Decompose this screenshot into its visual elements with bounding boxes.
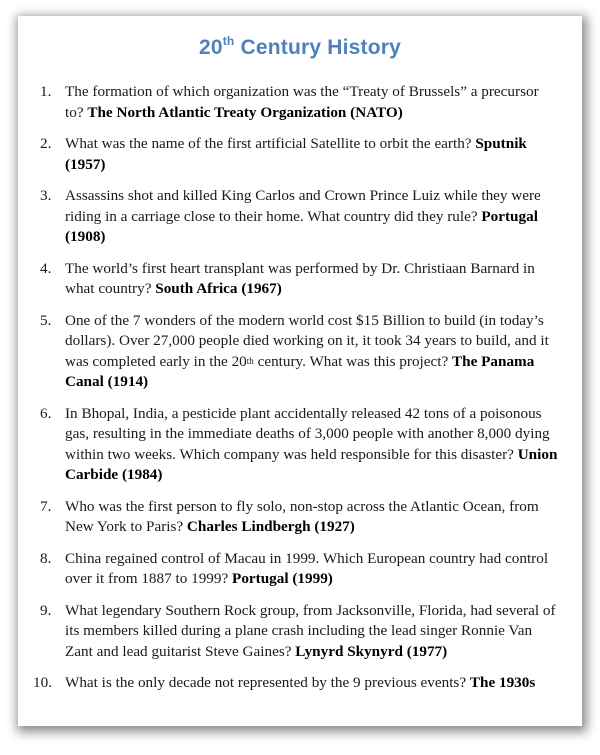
answer-text: South Africa (1967) [155,280,282,297]
question-text: What legendary Southern Rock group, from Jacksonville, Florida, had several of its members killed during a plane crash including the lead singer Ronnie Van Zant and lead guitarist Steve Gaines? [65,601,556,660]
question-text-part2: century. What was this project? [253,352,453,370]
answer-text: Portugal (1999) [232,570,333,587]
answer-text: Lynyrd Skynyrd (1977) [295,642,448,660]
question-item-7 [18,497,582,538]
title-prefix: 20 [198,36,223,59]
question-text-part1: One of the 7 wonders of the modern world cost $15 Billion to build (in today’s dollars). Over 27,000 people died working on it, it took 34 years to build, and it was completed early in the 20 [65,311,549,370]
answer-text: The North Atlantic Treaty Organization (NATO) [87,103,403,121]
question-number: 4. [40,259,52,277]
question-number: 6. [40,404,52,422]
title-suffix: Century History [234,36,402,59]
question-text: China regained control of Macau in 1999. Which European country had control over it from 1887 to 1999? [65,549,549,587]
answer-text: Sputnik (1957) [65,135,527,173]
document-page [18,16,582,726]
question-number: 9. [40,601,52,619]
question-item-5 [18,311,582,393]
question-number: 2. [40,135,52,152]
question-number: 8. [40,549,52,567]
question-list [18,82,582,705]
question-number: 7. [40,497,52,515]
answer-text: The 1930s [469,674,536,691]
question-text: What is the only decade not represented by the 9 previous events? [65,674,470,691]
question-item-8 [18,549,582,590]
question-item-9 [18,601,582,663]
question-text: Assassins shot and killed King Carlos and Crown Prince Luiz while they were riding in a carriage close to their home. What country did they rule? [65,187,541,225]
answer-text: Charles Lindbergh (1927) [186,518,355,535]
question-number: 10. [33,674,52,691]
question-text: The formation of which organization was the “Treaty of Brussels” a precursor to? [65,83,539,121]
question-text: In Bhopal, India, a pesticide plant accidentally released 42 tons of a poisonous gas, resulting in the immediate deaths of 3,000 people with another 8,000 dying within two weeks. Which company was held responsible for this disaster? [65,404,550,463]
question-superscript: th [246,355,254,366]
answer-text: Union Carbide (1984) [65,445,558,483]
question-item-3 [18,186,582,248]
question-item-2 [18,134,582,175]
question-item-1 [18,82,582,123]
question-item-6 [18,404,582,486]
answer-text: The Panama Canal (1914) [65,352,535,390]
question-number: 5. [40,311,52,329]
question-item-4 [18,259,582,300]
answer-text: Portugal (1908) [65,207,538,245]
title-superscript: th [222,34,235,48]
question-text: The world’s first heart transplant was performed by Dr. Christiaan Barnard in what country? [65,259,535,297]
question-text: Who was the first person to fly solo, non-stop across the Atlantic Ocean, from New York to Paris? [65,497,539,535]
question-text: What was the name of the first artificial Satellite to orbit the earth? [65,135,476,152]
page-title [18,36,582,60]
question-item-10 [18,673,582,694]
question-number: 1. [40,83,52,100]
question-number: 3. [40,187,52,204]
